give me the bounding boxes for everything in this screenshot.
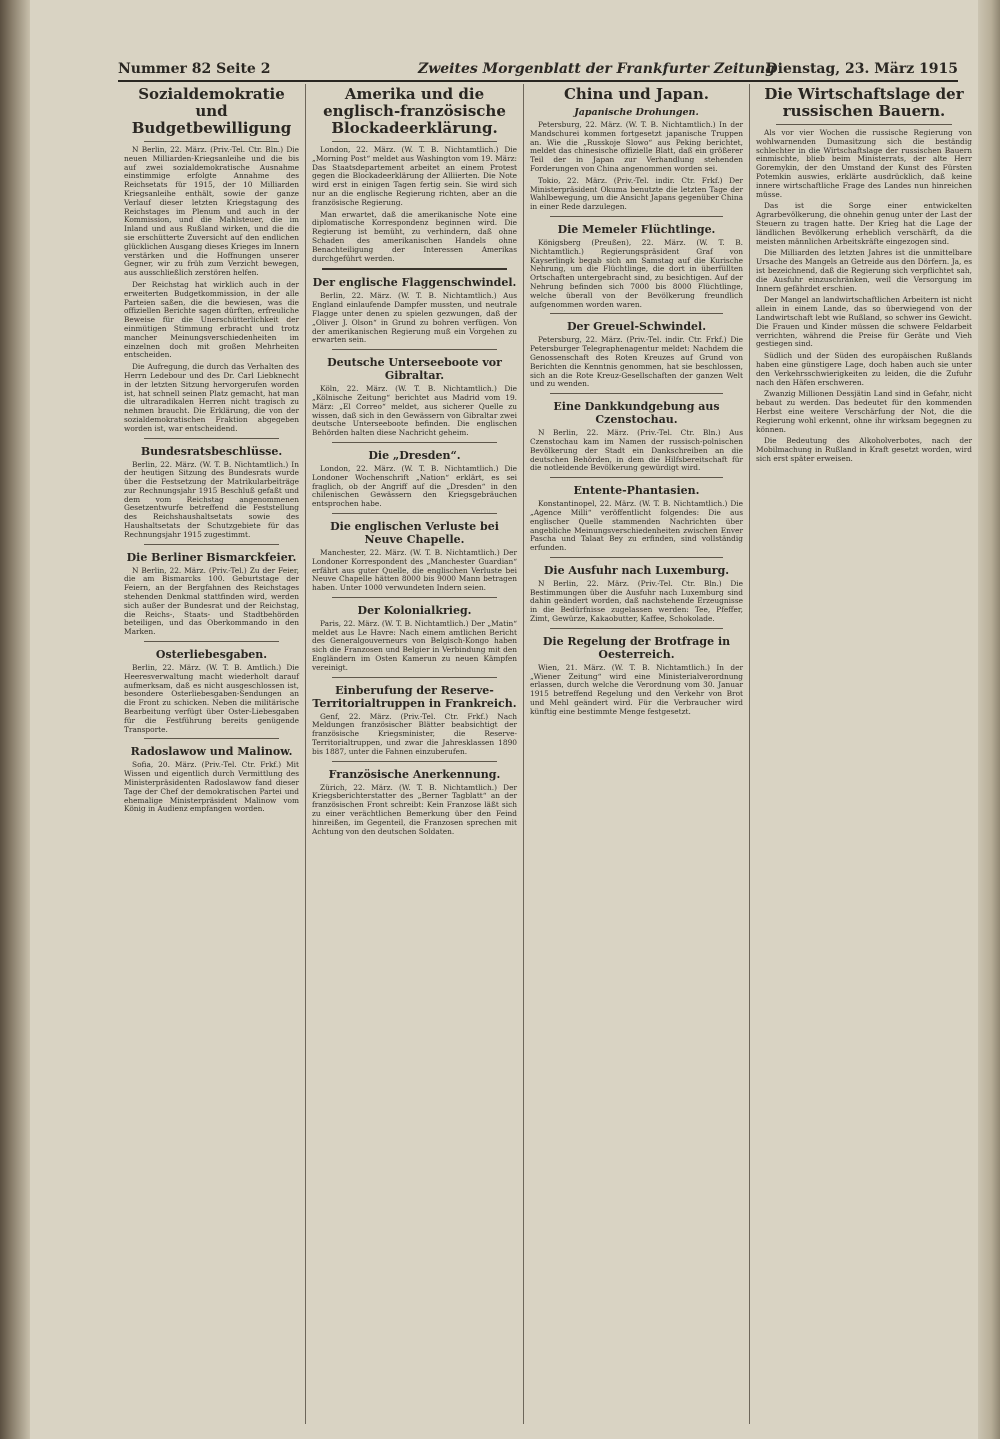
article-headline: Sozialdemokratie und Budgetbewilligung: [131, 85, 292, 137]
article-paragraph: Petersburg, 22. März. (Priv.-Tel. indir. Ctr. Frkf.) Die Petersburger Telegraphenagentur meldet: Nachdem die Genossenschaft des Roten Kreuzes auf Grund von Berichten die Kenntnis genommen, hat sie beschlossen, sich an die Rote Kreuz-Gesellschaften der ganzen Welt und zu wenden.: [530, 335, 743, 389]
divider: [550, 557, 723, 558]
masthead: [118, 58, 958, 82]
article-paragraph: N Berlin, 22. März. (Priv.-Tel. Ctr. Bln.) Die neuen Milliarden-Kriegsanleihe und die bis auf zwei sozialdemokratische Ausnahme einstimmige erfolgte Annahme des Reichsetats für 1915, der 10 Milliarden Kriegsanleihe enthält, sowie der ganze Verlauf dieser letzten Kriegstagung des Reichstages im Plenum und auch in der Kommission, und die Mahlsteuer, die im Inland und aus Rußland wirken, und die die sie erschütterte Zuversicht auf den endlichen glücklichen Ausgang dieses Krieges im Innern verstärken und die Hoffnungen unserer Gegner, wir zu früh zum Verzicht bewegen, aus ausschließlich zerstören helfen.: [124, 145, 299, 278]
article-paragraph: Konstantinopel, 22. März. (W. T. B. Nichtamtlich.) Die „Agence Milli“ veröffentlicht folgendes: Die aus englischer Quelle stammenden Nachrichten über angebliche Meinungsverschiedenheiten zwischen Enver Pascha und Talaat Bey zu erfinden, sind vollständig erfunden.: [530, 499, 743, 553]
column-2: [306, 84, 524, 1424]
article-subheadline: Die „Dresden“.: [368, 448, 461, 462]
divider: [550, 628, 723, 629]
divider: [332, 597, 497, 598]
article-subheadline: Französische Anerkennung.: [328, 767, 501, 781]
article-subheadline: Die Memeler Flüchtlinge.: [557, 222, 716, 236]
article-subheadline: Deutsche Unterseeboote vor Gibraltar.: [327, 356, 502, 383]
article-paragraph: Die Milliarden des letzten Jahres ist die unmittelbare Ursache des Mangels an Getreide aus den Dörfern. Ja, es ist bezeichnend, daß die Regierung sich verpflichtet sah, die Ausfuhr einzuschränken, weil die Versorgung im Innern gefährdet erschien.: [756, 248, 972, 293]
article-subheadline: Radoslawow und Malinow.: [130, 745, 293, 759]
divider: [332, 141, 497, 142]
article-paragraph: Die Bedeutung des Alkoholverbotes, nach der Mobilmachung in Rußland in Kraft gesetzt worden, wird sich erst später erweisen.: [756, 436, 972, 463]
article-paragraph: Man erwartet, daß die amerikanische Note eine diplomatische Korrespondenz beginnen wird. Die Regierung ist bemüht, zu verhindern, daß ohne Schaden des amerikanischen Handels ohne Benachteiligung der Interessen Amerikas durchgeführt werden.: [312, 209, 517, 263]
article-paragraph: Genf, 22. März. (Priv.-Tel. Ctr. Frkf.) Nach Meldungen französischer Blätter beabsichtigt der französische Kriegsminister, die Reserve-Territorialtruppen, und zwar die Jahresklassen 1890 bis 1887, unter die Fahnen einzuberufen.: [312, 711, 517, 756]
divider: [144, 641, 279, 642]
article-headline: Die Wirtschaftslage der russischen Bauern.: [764, 85, 964, 120]
article-subheadline: Die Ausfuhr nach Luxemburg.: [543, 563, 730, 577]
article-paragraph: Das ist die Sorge einer entwickelten Agrarbevölkerung, die ohnehin genug unter der Last der Steuern zu tragen hatte. Der Krieg hat die Lage der ländlichen Bevölkerung erheblich verschärft, da die meisten männlichen Arbeitskräfte eingezogen sind.: [756, 201, 972, 246]
divider: [322, 268, 507, 270]
article-paragraph: Paris, 22. März. (W. T. B. Nichtamtlich.) Der „Matin“ meldet aus Le Havre: Nach einem amtlichen Bericht des Generalgouverneurs von Belgisch-Kongo haben sich die Franzosen und Belgier in Verbindung mit den Engländern im Osten Kamerun zu neuen Kämpfen vereinigt.: [312, 618, 517, 672]
issue-number: Nummer 82 Seite 2: [118, 61, 271, 77]
article-paragraph: Petersburg, 22. März. (W. T. B. Nichtamtlich.) In der Mandschurei kommen fortgesetzt japanische Truppen an. Wie die „Russkoje Slowo“ aus Peking berichtet, meldet das chinesische offizielle Blatt, daß ein größerer Teil der in Japan zur Verhandlung stehenden Forderungen von China angenommen worden sei.: [530, 120, 743, 173]
article-paragraph: N Berlin, 22. März. (Priv.-Tel. Ctr. Bln.) Die Bestimmungen über die Ausfuhr nach Luxemburg sind dahin geändert worden, daß nachstehende Erzeugnisse in die Bedürfnisse zugelassen werden: Tee, Pfeffer, Zimt, Gewürze, Kakaobutter, Kaffee, Schokolade.: [530, 578, 743, 624]
article-paragraph: Königsberg (Preußen), 22. März. (W. T. B. Nichtamtlich.) Regierungspräsident Graf von Kayserlingk begab sich am Samstag auf die Kurische Nehrung, um die Flüchtlinge, die dort in überfüllten Ortschaften untergebracht sind, zu besichtigen. Auf der Nehrung befinden sich 7000 bis 8000 Flüchtlinge, welche überall von der Bevölkerung freundlich aufgenommen worden waren.: [530, 237, 743, 309]
article-paragraph: Die Aufregung, die durch das Verhalten des Herrn Ledebour und des Dr. Carl Liebknecht in der letzten Sitzung hervorgerufen worden ist, hat schnell seinen Platz gemacht, hat man die ultraradikalen Herren nicht tragisch zu nehmen braucht. Die Erklärung, die von der sozialdemokratischen Fraktion abgegeben worden ist, war entscheidend.: [124, 362, 299, 433]
article-subheadline: Eine Dankkundgebung aus Czenstochau.: [553, 400, 720, 427]
article-subheadline: Die englischen Verluste bei Neuve Chapelle.: [330, 519, 499, 546]
divider: [144, 438, 279, 439]
article-paragraph: Köln, 22. März. (W. T. B. Nichtamtlich.) Die „Kölnische Zeitung“ berichtet aus Madrid vom 19. März: „El Correo“ meldet, aus sicherer Quelle zu wissen, daß sich in den Gewässern von Gibraltar zwei deutsche Unterseeboote befinden. Die englischen Behörden halten diese Nachricht geheim.: [312, 384, 517, 438]
article-paragraph: Der Mangel an landwirtschaftlichen Arbeitern ist nicht allein in einem Lande, das so überwiegend von der Landwirtschaft lebt wie Rußland, so schwer ins Gewicht. Die Frauen und Kinder müssen die schwere Feldarbeit verrichten, während die Preise für Geräte und Vieh gestiegen sind.: [756, 295, 972, 349]
article-paragraph: N Berlin, 22. März. (Priv.-Tel.) Zu der Feier, die am Bismarcks 100. Geburtstage der Feiern, an der Bergfahnen des Reichstages stehenden Denkmal stattfinden wird, werden sich außer der Bundesrat und der Reichstag, die Reichs-, Staats- und Stadtbehörden beteiligen, und das Oberkommando in den Marken.: [124, 565, 299, 637]
article-paragraph: Tokio, 22. März. (Priv.-Tel. indir. Ctr. Frkf.) Der Ministerpräsident Okuma benutzte die letzten Tage der Wahlbewegung, um die Ansicht Japans gegenüber China in einer Rede darzulegen.: [530, 175, 743, 212]
article-paragraph: Wien, 21. März. (W. T. B. Nichtamtlich.) In der „Wiener Zeitung“ wird eine Ministerialverordnung erlassen, durch welche die Verordnung vom 30. Januar 1915 betreffend Regelung und den Verkehr von Brot und Mehl geändert wird. Für die Verbraucher wird künftig eine bestimmte Menge festgesetzt.: [530, 662, 743, 716]
divider: [550, 313, 723, 314]
article-subheadline: Die Regelung der Brotfrage in Oesterreich.: [542, 634, 731, 661]
article-subheadline: Bundesratsbeschlüsse.: [140, 444, 283, 458]
column-3: [524, 84, 750, 1424]
article-paragraph: Berlin, 22. März. (W. T. B. Amtlich.) Die Heeresverwaltung macht wiederholt darauf aufmerksam, daß es nicht ausgeschlossen ist, besondere Osterliebesgaben-Sendungen an die Front zu schicken. Neben die militärische Bearbeitung verfügt über Oster-Liebesgaben für die Festführung bereits genügende Transporte.: [124, 663, 299, 734]
divider: [550, 216, 723, 217]
book-spine: [0, 0, 30, 1439]
article-paragraph: Berlin, 22. März. (W. T. B. Nichtamtlich.) Aus England einlaufende Dampfer mussten, und neutrale Flagge unter denen zu spielen gezwungen, daß der „Oliver J. Olson“ in Grund zu bohren verfügen. Von der amerikanischen Regierung muß ein Vorgehen zu erwarten sein.: [312, 291, 517, 345]
article-subheadline: Entente-Phantasien.: [573, 484, 700, 498]
divider: [332, 761, 497, 762]
article-paragraph: London, 22. März. (W. T. B. Nichtamtlich.) Die Londoner Wochenschrift „Nation“ erklärt, es sei fraglich, ob der Angriff auf die „Dresden“ in den chilenischen Gewässern den Kriegsgebräuchen entsprochen habe.: [312, 463, 517, 509]
article-subheadline: Die Berliner Bismarckfeier.: [126, 550, 297, 564]
article-subheadline: Der Greuel-Schwindel.: [566, 320, 707, 334]
article-paragraph: Als vor vier Wochen die russische Regierung von wohlwarnenden Dumasitzung sich die beständig schlechter in die Wirtschaftslage der russischen Bauern einmischte, blieb beim Ministerrats, der alte Herr Goremykin, der den Umstand der Kunst des Fürsten Potemkin auswies, erklärte ausdrücklich, daß keine innere wirtschaftliche Frage des Landes nun hinreichen müsse.: [756, 128, 972, 199]
divider: [776, 124, 952, 125]
article-paragraph: Berlin, 22. März. (W. T. B. Nichtamtlich.) In der heutigen Sitzung des Bundesrats wurde über die Festsetzung der Matrikularbeiträge zur Rechnungsjahr 1915 Beschluß gefaßt und dem vom Reichstag angenommenen Gesetzentwurfe betreffend die Feststellung des Reichshaushaltsetats sowie des Haushaltsetats der Schutzgebiete für das Rechnungsjahr 1915 zugestimmt.: [124, 459, 299, 539]
article-paragraph: London, 22. März. (W. T. B. Nichtamtlich.) Die „Morning Post“ meldet aus Washington vom 19. März: Das Staatsdepartement arbeitet an einem Protest gegen die Blockadeerklärung der Alliierten. Die Note wird erst in einigen Tagen fertig sein. Sie wird sich nur an die englische Regierung richten, aber an die französische Regierung.: [312, 145, 517, 207]
divider: [332, 513, 497, 514]
divider: [550, 477, 723, 478]
divider: [332, 677, 497, 678]
article-paragraph: Manchester, 22. März. (W. T. B. Nichtamtlich.) Der Londoner Korrespondent des „Manchester Guardian“ erfährt aus guter Quelle, die englischen Verluste bei Neuve Chapelle hätten 8000 bis 9000 Mann betragen haben. Unter 1000 verwundeten Indern seien.: [312, 547, 517, 593]
article-subheadline: Der englische Flaggenschwindel.: [312, 276, 517, 290]
article-paragraph: Der Reichstag hat wirklich auch in der erweiterten Budgetkommission, in der alle Parteien saßen, die die bewiesen, was die offiziellen Berichte sagen dürften, erfreuliche Beweise für die Unerschütterlichkeit der einmütigen Stimmung erbracht und trotz mancher Meinungsverschiedenheiten im einzelnen doch mit großen Mehrheiten entscheiden.: [124, 279, 299, 360]
article-kicker: Japanische Drohungen.: [574, 107, 699, 118]
divider: [144, 141, 279, 142]
page-edge: [978, 0, 1000, 1439]
issue-date: Dienstag, 23. März 1915: [765, 61, 958, 77]
divider: [332, 442, 497, 443]
article-paragraph: Zwanzig Millionen Dessjätin Land sind in Gefahr, nicht bebaut zu werden. Das bedeutet für den kommenden Herbst eine weitere Verschärfung der Not, die die Regierung wohl erkennt, ohne ihr wirksam begegnen zu können.: [756, 389, 972, 434]
article-subheadline: Einberufung der Reserve-Territorialtruppen in Frankreich.: [312, 683, 517, 710]
article-paragraph: Zürich, 22. März. (W. T. B. Nichtamtlich.) Der Kriegsberichterstatter des „Berner Tagblatt“ an der französischen Front schreibt: Kein Franzose läßt sich zu einer verächtlichen Bemerkung über den Feind hinreißen, im Gegenteil, die Franzosen sprechen mit Achtung von den deutschen Soldaten.: [312, 782, 517, 836]
paper-title: Zweites Morgenblatt der Frankfurter Zeitung: [418, 61, 775, 77]
article-paragraph: Sofia, 20. März. (Priv.-Tel. Ctr. Frkf.) Mit Wissen und eigentlich durch Vermittlung des Ministerpräsidenten Radoslawow fand dieser Tage der Chef der demokratischen Partei und ehemalige Ministerpräsident Malinow vom König in Audienz empfangen worden.: [124, 760, 299, 814]
divider: [550, 393, 723, 394]
column-1: [118, 84, 306, 1424]
divider: [332, 349, 497, 350]
article-subheadline: Osterliebesgaben.: [155, 648, 268, 662]
article-paragraph: N Berlin, 22. März. (Priv.-Tel. Ctr. Bln.) Aus Czenstochau kam im Namen der russisch-polnischen Bevölkerung der Stadt ein Dankschreiben an die deutschen Behörden, in dem die Hilfsbereitschaft für die notleidende Bevölkerung gewürdigt wird.: [530, 428, 743, 473]
article-headline: Amerika und die englisch-französische Blockadeerklärung.: [323, 85, 506, 137]
article-paragraph: Südlich und der Süden des europäischen Rußlands haben eine günstigere Lage, doch haben auch sie unter den Verkehrsschwierigkeiten zu leiden, die die Zufuhr nach den Häfen erschweren.: [756, 351, 972, 387]
divider: [144, 544, 279, 545]
article-headline: China und Japan.: [563, 85, 710, 103]
divider: [144, 738, 279, 739]
column-4: [750, 84, 978, 1424]
article-subheadline: Der Kolonialkrieg.: [357, 603, 472, 617]
